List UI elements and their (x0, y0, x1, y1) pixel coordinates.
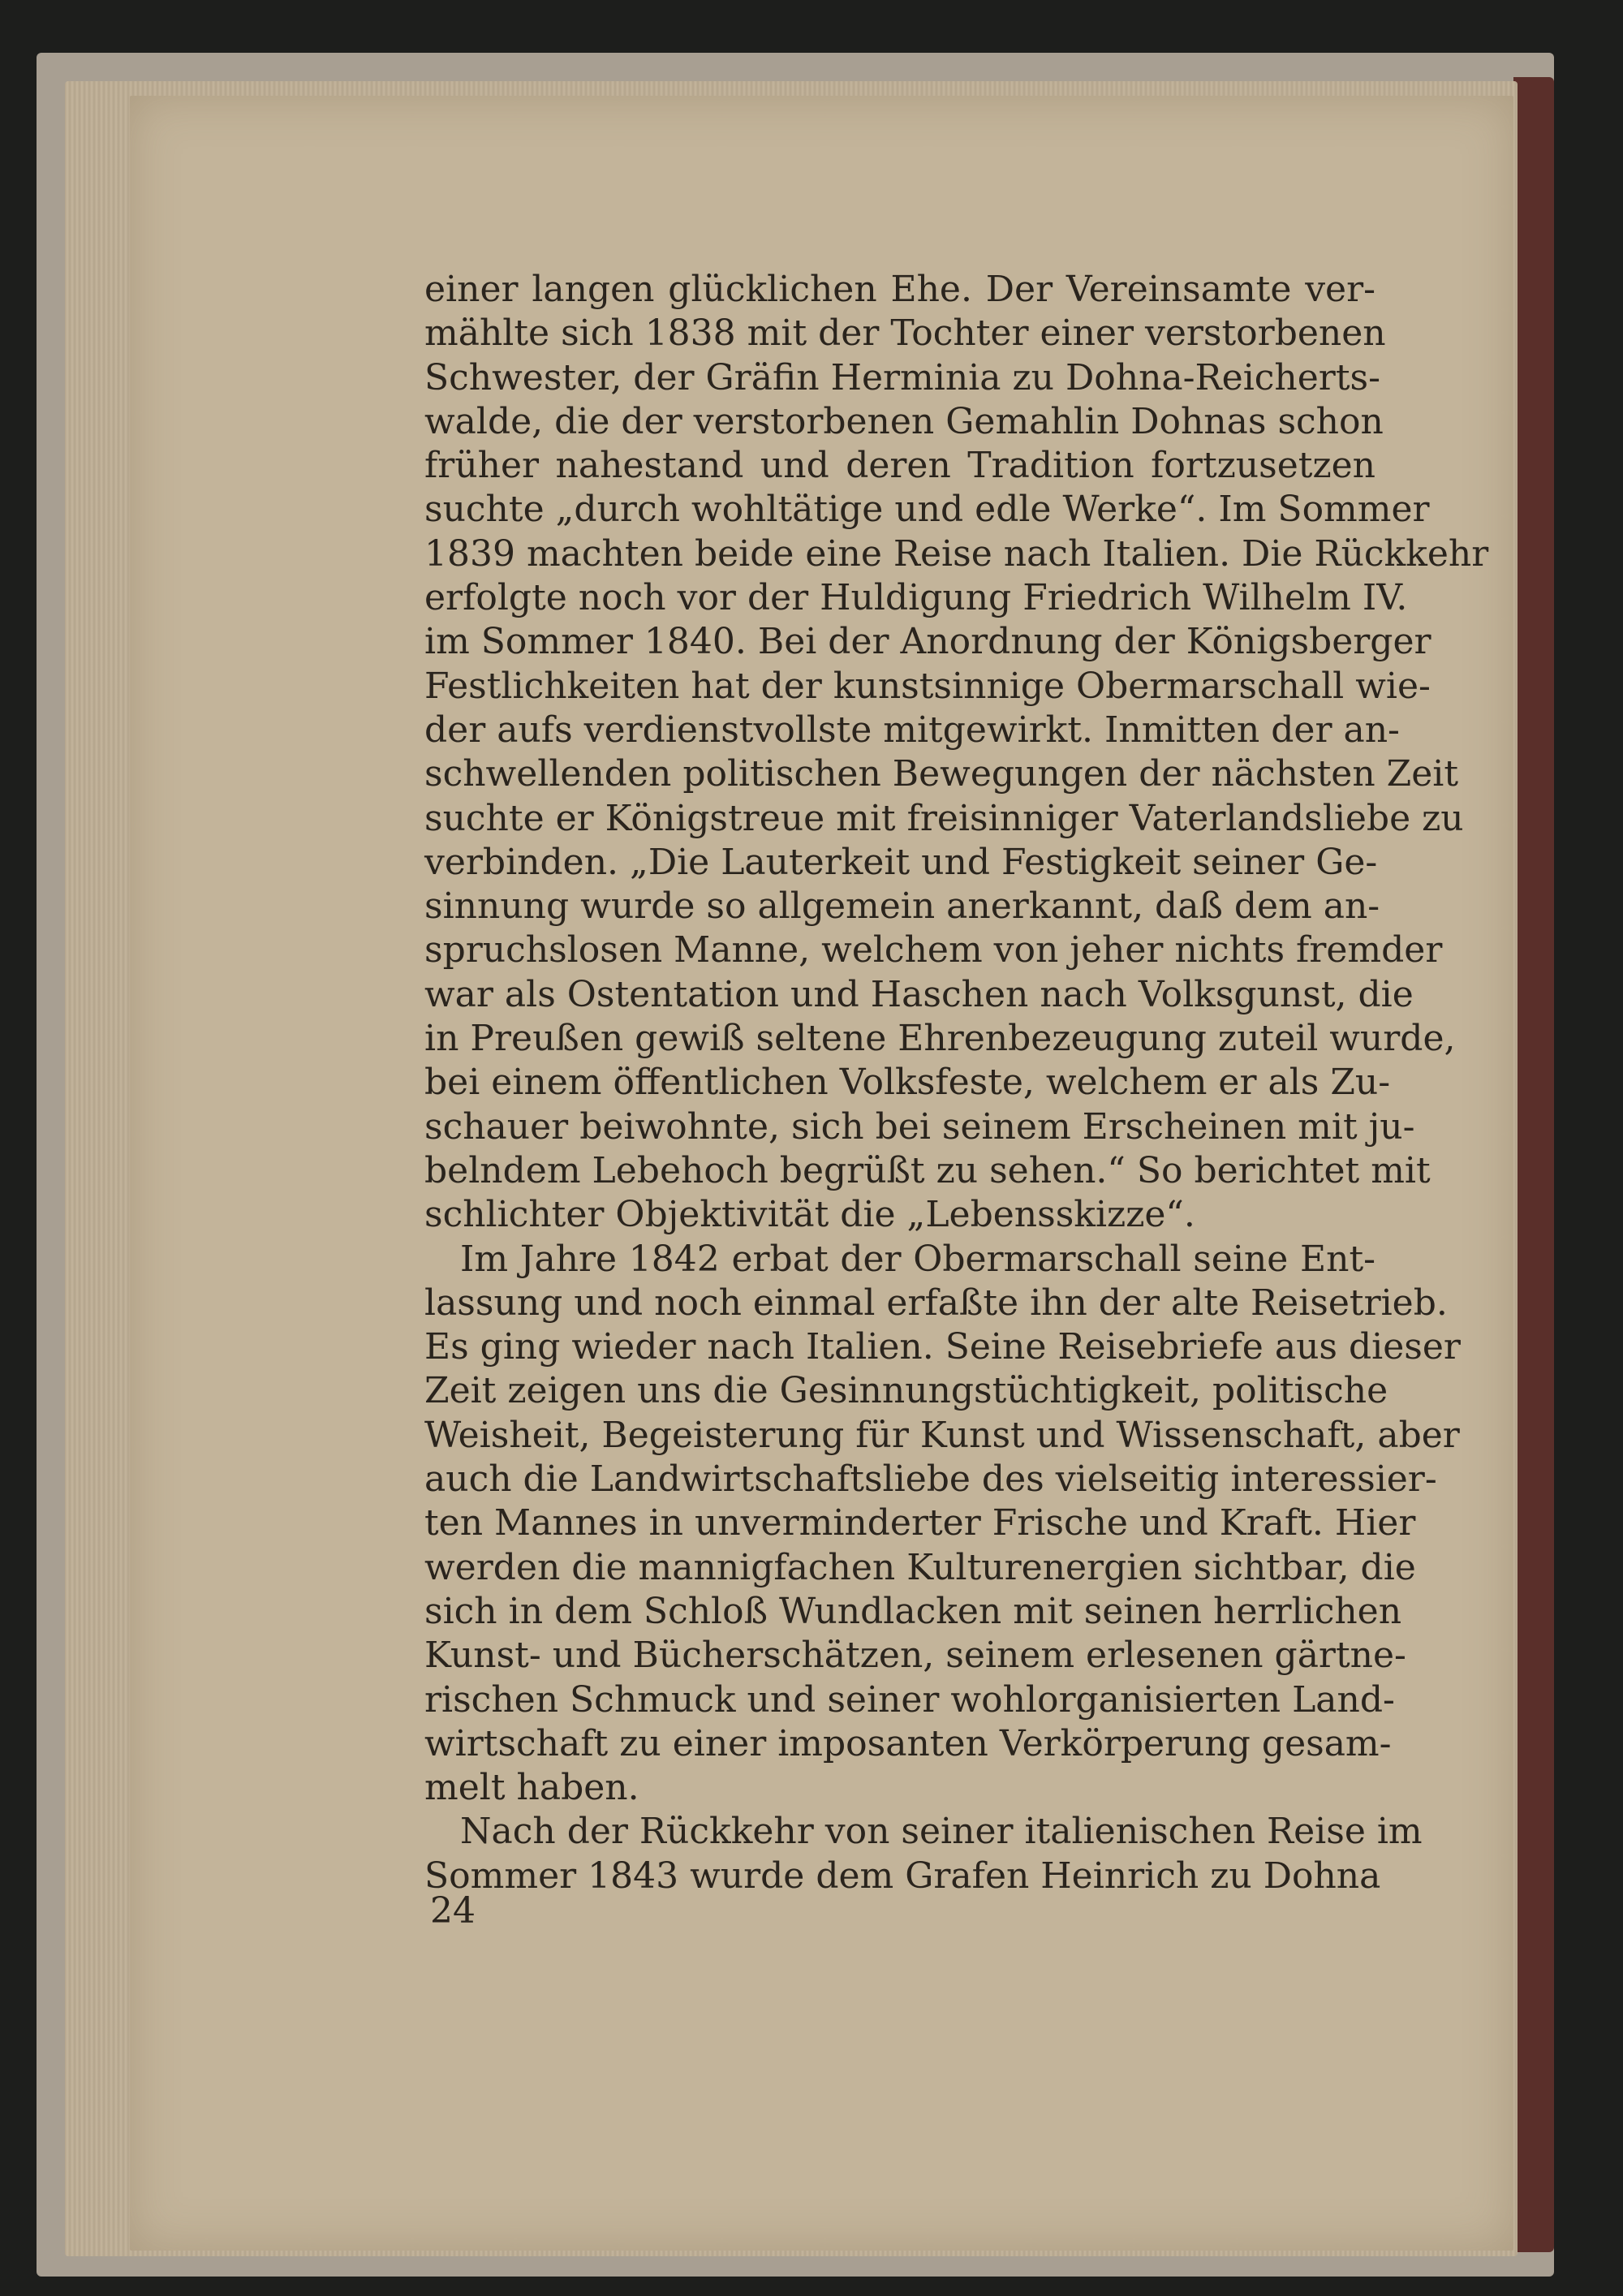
paragraph-3 (424, 1810, 1423, 1898)
text-line: mählte sich 1838 mit der Tochter einer verstorbenen (424, 312, 1386, 355)
text-line: suchte er Königstreue mit freisinniger Vaterlandsliebe zu (424, 797, 1464, 839)
text-line: Es ging wieder nach Italien. Seine Reisebriefe aus dieser (424, 1326, 1461, 1368)
text-line: war als Ostentation und Haschen nach Volksgunst, die (424, 973, 1414, 1015)
text-line: belndem Lebehoch begrüßt zu sehen.“ So berichtet mit (424, 1149, 1431, 1191)
text-line: suchte „durch wohltätige und edle Werke“. Im Sommer (424, 489, 1430, 531)
page-text (424, 268, 1489, 1898)
text-line: erfolgte noch vor der Huldigung Friedrich Wilhelm IV. (424, 577, 1408, 619)
text-line: 1839 machten beide eine Reise nach Italien. Die Rückkehr (424, 532, 1489, 575)
text-line: verbinden. „Die Lauterkeit und Festigkeit seiner Ge- (424, 841, 1378, 883)
text-line: schauer beiwohnte, sich bei seinem Erscheinen mit ju- (424, 1105, 1415, 1148)
text-line: Kunst- und Bücherschätzen, seinem erlesenen gärtne- (424, 1635, 1406, 1677)
text-line: früher nahestand und deren Tradition fortzusetzen (424, 445, 1375, 487)
text-line: melt haben. (424, 1767, 639, 1809)
cover-spine-edge (1513, 77, 1554, 2252)
text-line: Zeit zeigen uns die Gesinnungstüchtigkeit, politische (424, 1370, 1388, 1412)
text-line: schlichter Objektivität die „Lebensskizze“. (424, 1194, 1195, 1236)
text-line: sinnung wurde so allgemein anerkannt, daß dem an- (424, 885, 1380, 928)
text-line: sich in dem Schloß Wundlacken mit seinen herrlichen (424, 1590, 1402, 1632)
text-line: ten Mannes in unverminderter Frische und Kraft. Hier (424, 1502, 1416, 1544)
text-line: auch die Landwirtschaftsliebe des vielseitig interessier- (424, 1458, 1437, 1501)
text-line: werden die mannigfachen Kulturenergien sichtbar, die (424, 1546, 1416, 1588)
text-line: im Sommer 1840. Bei der Anordnung der Königsberger (424, 621, 1431, 663)
text-line: rischen Schmuck und seiner wohlorganisierten Land- (424, 1678, 1395, 1721)
text-line: Sommer 1843 wurde dem Grafen Heinrich zu Dohna (424, 1854, 1381, 1897)
text-line: walde, die der verstorbenen Gemahlin Dohnas schon (424, 400, 1384, 442)
text-line: Weisheit, Begeisterung für Kunst und Wissenschaft, aber (424, 1414, 1460, 1456)
text-line: einer langen glücklichen Ehe. Der Vereinsamte ver- (424, 269, 1375, 310)
text-line: schwellenden politischen Bewegungen der nächsten Zeit (424, 753, 1459, 795)
paragraph-1 (424, 268, 1489, 1238)
text-line: bei einem öffentlichen Volksfeste, welchem er als Zu- (424, 1062, 1391, 1104)
text-line: in Preußen gewiß seltene Ehrenbezeugung zuteil wurde, (424, 1018, 1456, 1060)
text-line: Festlichkeiten hat der kunstsinnige Obermarschall wie- (424, 665, 1431, 707)
text-line: Nach der Rückkehr von seiner italienischen Reise im (460, 1811, 1423, 1853)
page-number: 24 (430, 1890, 476, 1932)
paragraph-2 (424, 1238, 1461, 1811)
text-line: Im Jahre 1842 erbat der Obermarschall seine Ent- (460, 1238, 1375, 1280)
text-line: lassung und noch einmal erfaßte ihn der alte Reisetrieb. (424, 1282, 1448, 1324)
text-line: der aufs verdienstvollste mitgewirkt. Inmitten der an- (424, 709, 1400, 751)
text-line: Schwester, der Gräfin Herminia zu Dohna-Reicherts- (424, 356, 1380, 398)
text-line: wirtschaft zu einer imposanten Verkörperung gesam- (424, 1722, 1392, 1764)
text-line: spruchslosen Manne, welchem von jeher nichts fremder (424, 929, 1443, 971)
